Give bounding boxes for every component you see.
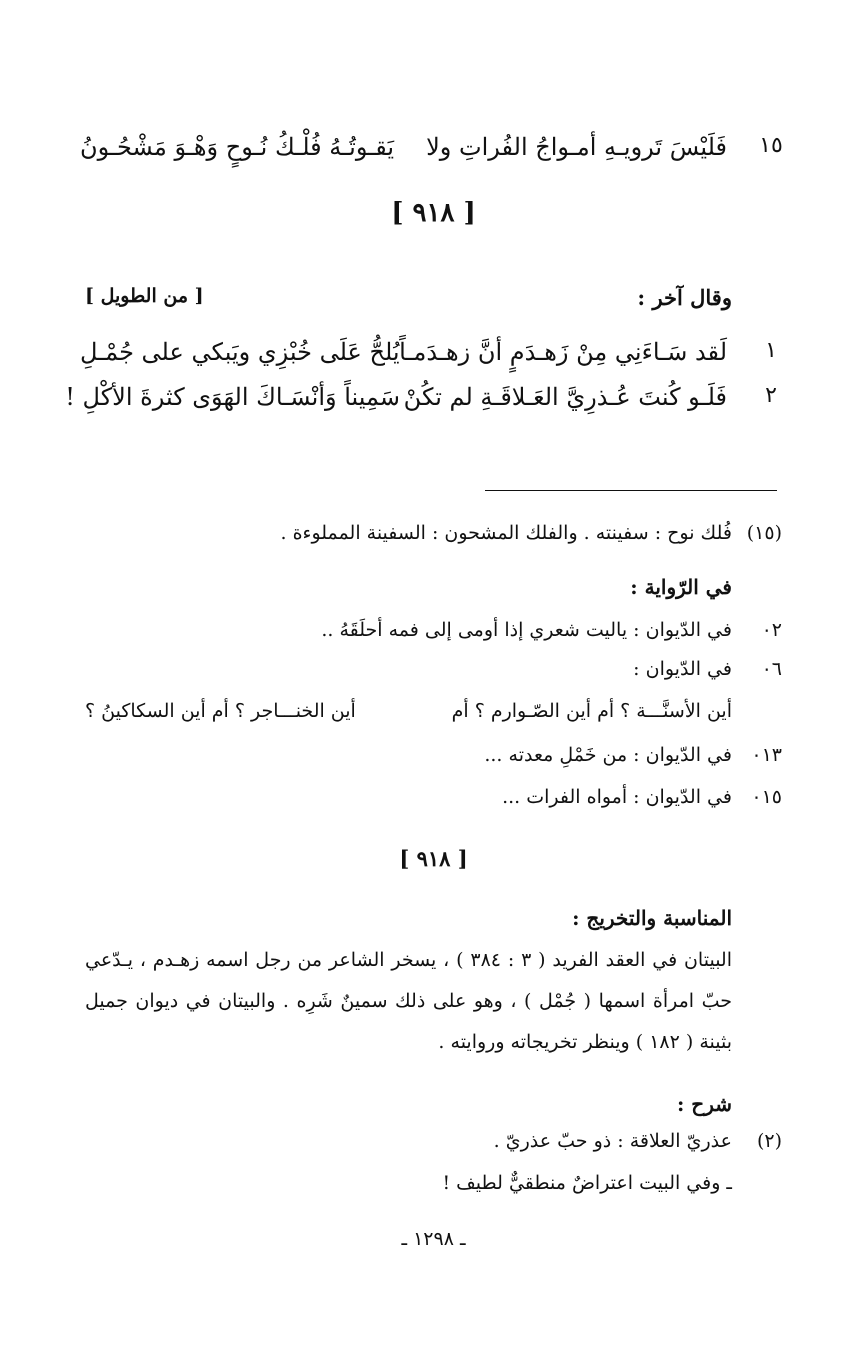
poem-intro: وقال آخر : (637, 285, 732, 310)
verse-number: ١٥ (759, 133, 783, 158)
note-number: (٢) (756, 1130, 782, 1152)
verse-first-hemistich: فَلَـو كُنتَ عُـذرِيَّ العَـلاقَـةِ لم تكُنْ (403, 383, 727, 411)
poem-meter: [ من الطويل ] (85, 285, 204, 307)
verse-number: ١ (765, 338, 777, 363)
note-text: فُلك نوح : سفينته . والفلك المشحون : السفينة المملوءة . (280, 522, 732, 544)
riwaya-item (80, 786, 782, 808)
note-number: ٠١٥ (751, 786, 782, 808)
note-text: في الدّيوان : (633, 658, 732, 680)
sharh-heading: شرح : (676, 1092, 732, 1116)
poem-verse-15 (80, 133, 787, 177)
riwaya-item (80, 658, 782, 680)
note-text: في الدّيوان : من خَمْلِ معدته ... (484, 744, 732, 766)
riwaya-item (80, 744, 782, 766)
sharh-extra: ـ وفي البيت اعتراضٌ منطقيٌّ لطيف ! (442, 1172, 732, 1194)
sharh-note (80, 1130, 782, 1152)
footnote-separator (485, 490, 777, 491)
takhrij-heading: المناسبة والتخريج : (572, 906, 732, 930)
verse-number: ٢ (765, 383, 777, 408)
poem-verse-2 (65, 383, 787, 427)
variant-verse-second-hemistich: أين الخنـــاجر ؟ أم أين السكاكينُ ؟ (85, 700, 356, 722)
poem-heading: [ ٩١٨ ] (391, 198, 476, 228)
page-number: ـ ١٢٩٨ ـ (401, 1228, 466, 1250)
note-text: في الدّيوان : أمواه الفرات ... (502, 786, 732, 808)
verse-second-hemistich: سَمِيناً وَأنْسَـاكَ الهَوَى كثرةَ الأكْلِ ! (65, 383, 400, 411)
note-number: (١٥) (746, 522, 782, 544)
note-text: عذريّ العلاقة : ذو حبّ عذريّ . (493, 1130, 732, 1152)
takhrij-paragraph: البيتان في العقد الفريد ( ٣ : ٣٨٤ ) ، يسخر الشاعر من رجل اسمه زهـدم ، يـدّعي حبّ امرأة اسمها ( جُمْل ) ، وهو على ذلك سمينٌ شَرِه . والبيتان في ديوان جميل بثينة ( ١٨٢ ) وينظر تخريجاته وروايته . (85, 949, 732, 1053)
verse-second-hemistich: يُلحُّ عَلَى خُبْزِي ويَبكي على جُمْـلِ (80, 338, 400, 366)
note-number: ٠٢ (761, 619, 782, 641)
note-text: في الدّيوان : ياليت شعري إذا أومى إلى فمه أحلَقَهُ .. (321, 619, 732, 641)
variant-verse-first-hemistich: أين الأسنَّـــة ؟ أم أين الصّـوارم ؟ أم (451, 700, 732, 722)
verse-first-hemistich: فَلَيْسَ تَرويـهِ أمـواجُ الفُراتِ ولا (426, 133, 727, 161)
verse-first-hemistich: لَقد سَـاءَنِي مِنْ زَهـدَمٍ أنَّ زهـدَمـاً (399, 338, 727, 366)
poem-verse-1 (80, 338, 787, 382)
note-number: ٠١٣ (751, 744, 782, 766)
note-15 (80, 522, 782, 544)
section-heading: [ ٩١٨ ] (399, 846, 468, 871)
riwaya-item (80, 619, 782, 641)
note-number: ٠٦ (761, 658, 782, 680)
verse-second-hemistich: يَقـوتُـهُ فُلْـكُ نُـوحٍ وَهْـوَ مَشْحُـونُ (80, 133, 395, 161)
riwaya-heading: في الرّواية : (630, 575, 732, 599)
